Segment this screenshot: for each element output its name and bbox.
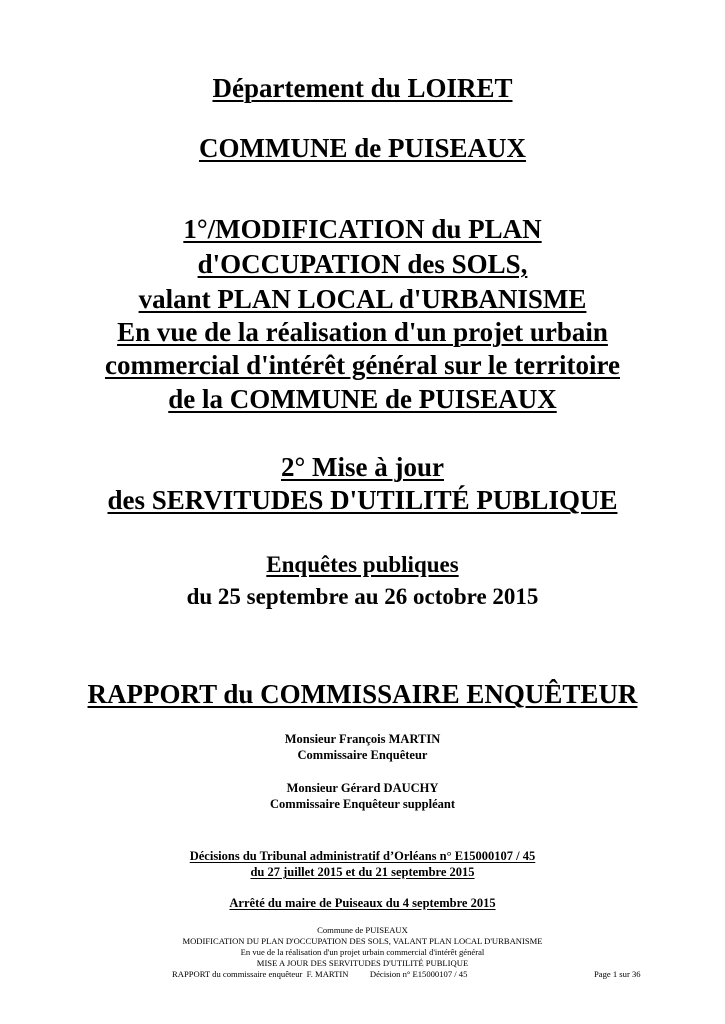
decisions-line: du 27 juillet 2015 et du 21 septembre 2015 xyxy=(250,865,475,879)
enquetes-title: Enquêtes publiques xyxy=(266,552,459,577)
commune-heading: COMMUNE de PUISEAUX xyxy=(199,133,526,163)
footer-line: MODIFICATION DU PLAN D'OCCUPATION DES SOLS, VALANT PLAN LOCAL D'URBANISME xyxy=(182,936,543,946)
arrete-line: Arrêté du maire de Puiseaux du 4 septembre 2015 xyxy=(229,896,496,910)
footer-line: Commune de PUISEAUX xyxy=(317,925,408,935)
title-line: des SERVITUDES D'UTILITÉ PUBLIQUE xyxy=(107,485,618,515)
enquetes-dates: du 25 septembre au 26 octobre 2015 xyxy=(186,584,539,609)
footer-report-line: RAPPORT du commissaire enquêteur F. MARTIN Décision n° E15000107 / 45 xyxy=(172,969,468,979)
footer-line: En vue de la réalisation d'un projet urbain commercial d'intérêt général xyxy=(240,947,485,957)
title-line: 2° Mise à jour xyxy=(280,452,444,482)
commissaire-role: Commissaire Enquêteur xyxy=(297,748,428,762)
title-line: commercial d'intérêt général sur le territoire xyxy=(104,350,621,380)
title-line: d'OCCUPATION des SOLS, xyxy=(197,249,528,279)
commissaire-name: Monsieur François MARTIN xyxy=(284,732,441,746)
page-number: Page 1 sur 36 xyxy=(594,969,641,979)
department-heading: Département du LOIRET xyxy=(212,73,513,103)
commissaire-name: Monsieur Gérard DAUCHY xyxy=(286,781,439,795)
footer-line: MISE A JOUR DES SERVITUDES D'UTILITÉ PUBLIQUE xyxy=(256,958,469,968)
commissaire-role: Commissaire Enquêteur suppléant xyxy=(270,797,455,811)
title-line: En vue de la réalisation d'un projet urbain xyxy=(117,317,608,347)
decisions-line: Décisions du Tribunal administratif d’Orléans n° E15000107 / 45 xyxy=(189,849,536,863)
title-line: valant PLAN LOCAL d'URBANISME xyxy=(138,284,587,314)
title-line: 1°/MODIFICATION du PLAN xyxy=(183,214,542,244)
title-line: de la COMMUNE de PUISEAUX xyxy=(168,384,557,414)
report-title: RAPPORT du COMMISSAIRE ENQUÊTEUR xyxy=(87,679,638,709)
